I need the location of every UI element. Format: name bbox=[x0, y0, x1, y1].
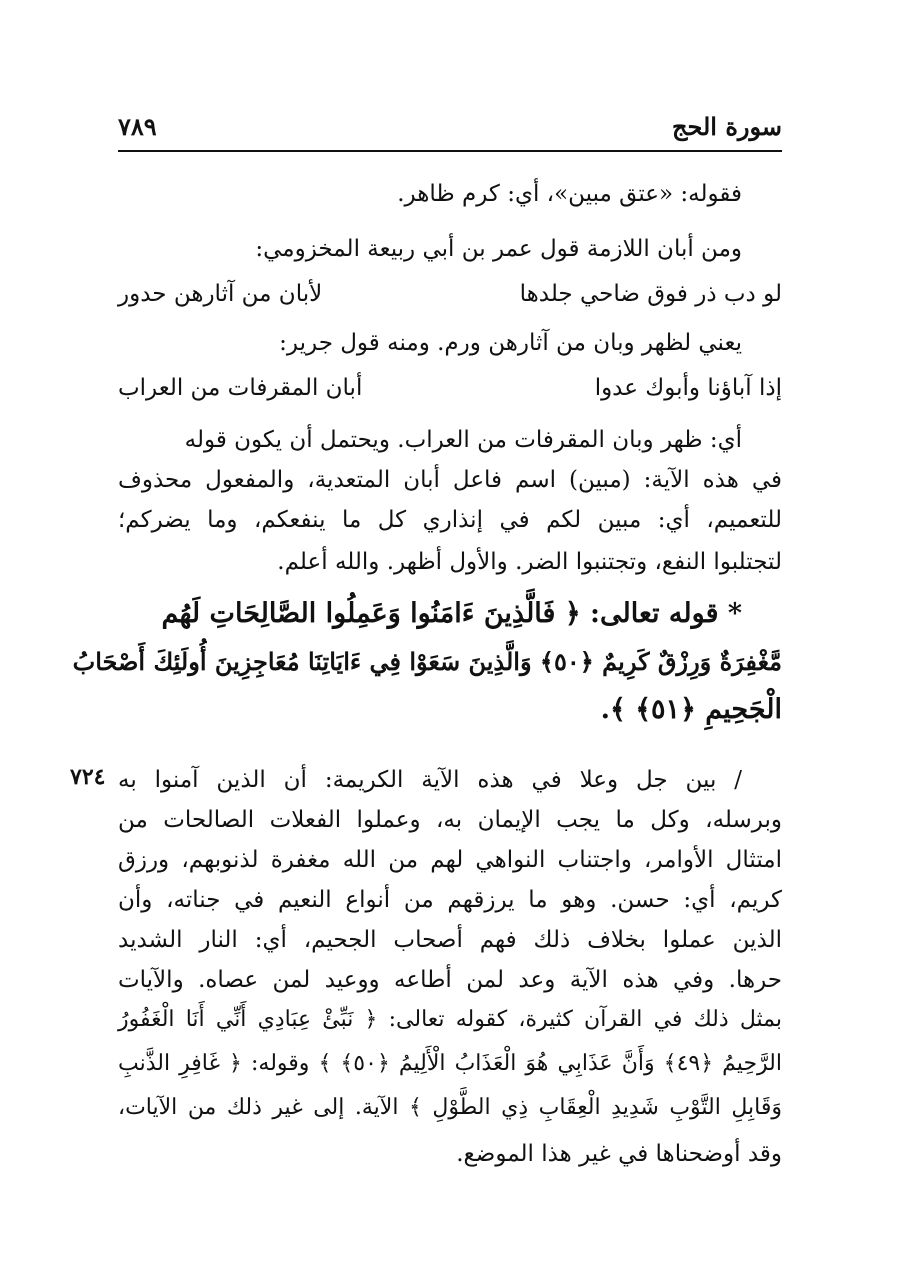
text-line-15: امتثال الأوامر، واجتناب النواهي لهم من الله مغفرة لذنوبهم، ورزق bbox=[118, 847, 782, 873]
text-line-9: لتجتلبوا النفع، وتجتنبوا الضر. والأول أظهر. والله أعلم. bbox=[277, 549, 782, 575]
verse-1-first-hemistich: لو دب ذر فوق ضاحي جلدها bbox=[519, 281, 782, 307]
text-line-21: وَقَابِلِ التَّوْبِ شَدِيدِ الْعِقَابِ ذِي الطَّوْلِ ﴾ الآية. إلى غير ذلك من الآيات، bbox=[118, 1095, 782, 1120]
quran-verse-line-2: مَّغْفِرَةٌ وَرِزْقٌ كَرِيمٌ ﴿٥٠﴾ وَالَّذِينَ سَعَوْا فِي ءَايَاتِنَا مُعَاجِزِينَ أُولَئِكَ أَصْحَابُ bbox=[72, 647, 782, 676]
text-line-22: وقد أوضحناها في غير هذا الموضع. bbox=[456, 1141, 782, 1167]
text-line-2: ومن أبان اللازمة قول عمر بن أبي ربيعة المخزومي: bbox=[255, 236, 742, 262]
text-line-13: / بين جل وعلا في هذه الآية الكريمة: أن الذين آمنوا به bbox=[118, 767, 742, 793]
surah-title: سورة الحج bbox=[672, 112, 782, 141]
quran-verse-line-3: الْجَحِيمِ ﴿٥١﴾ ﴾. bbox=[600, 694, 782, 725]
quran-verse-line-1: * قوله تعالى: ﴿ فَالَّذِينَ ءَامَنُوا وَعَمِلُوا الصَّالِحَاتِ لَهُم bbox=[161, 598, 742, 629]
text-line-20: الرَّحِيمُ ﴿٤٩﴾ وَأَنَّ عَذَابِي هُوَ الْعَذَابُ الْأَلِيمُ ﴿٥٠﴾ ﴾ وقوله: ﴿ غَافِرِ الذَّنبِ bbox=[118, 1051, 782, 1076]
header-rule bbox=[118, 150, 782, 152]
text-line-14: وبرسله، وكل ما يجب الإيمان به، وعملوا الفعلات الصالحات من bbox=[118, 807, 782, 833]
verse-2-first-hemistich: إذا آباؤنا وأبوك عدوا bbox=[594, 375, 782, 401]
text-line-16: كريم، أي: حسن. وهو ما يرزقهم من أنواع النعيم في جناته، وأن bbox=[118, 887, 782, 913]
page-number: ٧٨٩ bbox=[118, 112, 157, 141]
page-header bbox=[118, 112, 782, 148]
verse-2-second-hemistich: أبان المقرفات من العراب bbox=[118, 375, 363, 401]
verse-1-second-hemistich: لأبان من آثارهن حدور bbox=[118, 281, 323, 307]
margin-page-reference: ٧٢٤ bbox=[70, 764, 106, 790]
text-line-8: للتعميم، أي: مبين لكم في إنذاري كل ما ينفعكم، وما يضركم؛ bbox=[118, 507, 782, 533]
text-line-19: بمثل ذلك في القرآن كثيرة، كقوله تعالى: ﴿ نَبِّئْ عِبَادِي أَنِّي أَنَا الْغَفُورُ bbox=[118, 1007, 782, 1032]
text-line-7: في هذه الآية: (مبين) اسم فاعل أبان المتعدية، والمفعول محذوف bbox=[118, 467, 782, 493]
text-line-6: أي: ظهر وبان المقرفات من العراب. ويحتمل أن يكون قوله bbox=[184, 427, 742, 453]
text-line-4: يعني لظهر وبان من آثارهن ورم. ومنه قول جرير: bbox=[279, 330, 742, 356]
text-line-18: حرها. وفي هذه الآية وعد لمن أطاعه ووعيد لمن عصاه. والآيات bbox=[118, 967, 782, 993]
text-line-17: الذين عملوا بخلاف ذلك فهم أصحاب الجحيم، أي: النار الشديد bbox=[118, 927, 782, 953]
text-line-1: فقوله: «عتق مبين»، أي: كرم ظاهر. bbox=[397, 181, 742, 207]
